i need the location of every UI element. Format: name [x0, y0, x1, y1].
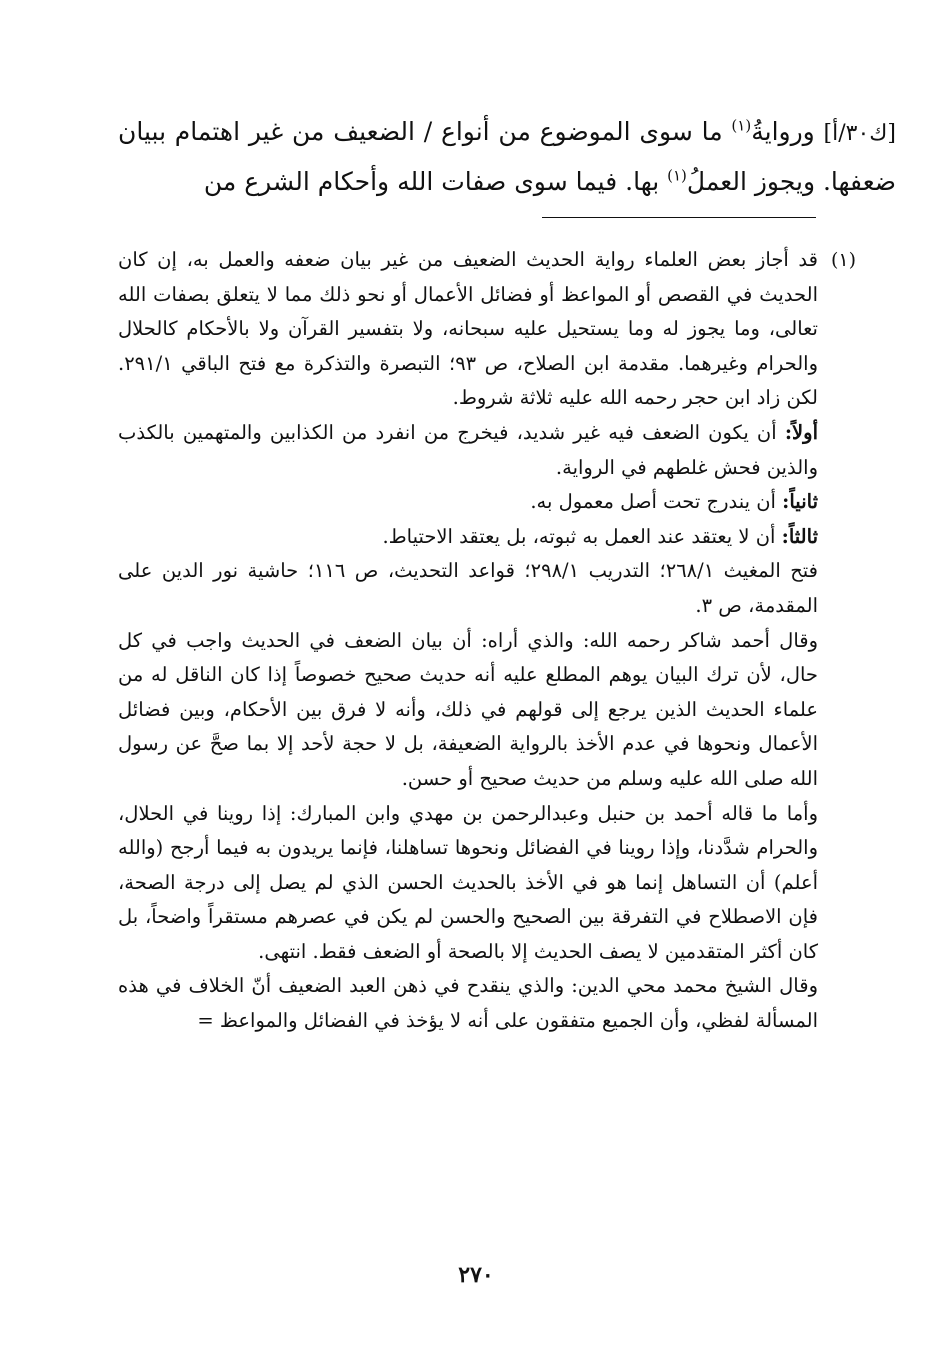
footnote-ahmad-quote: وأما ما قاله أحمد بن حنبل وعبدالرحمن بن مهدي وابن المبارك: إذا روينا في الحلال، والحرام شدَّدنا، وإذا روينا في الفضائل ونحوها تساهلنا، فإنما يريدون به فيما أرجح (والله أعلم) أن التساهل إنما هو في الأخذ بالحديث الحسن الذي لم يصل إلى درجة الصحة، فإن الاصطلاح في التفرقة بين الصحيح والحسن لم يكن في عصرهم مستقراً واضحاً، بل كان أكثر المتقدمين لا يصف الحديث إلا بالصحة أو الضعف فقط. انتهى. [118, 801, 818, 963]
condition-1 [118, 416, 818, 485]
condition-1-label: أولاً: [784, 420, 818, 444]
footnotes [118, 243, 856, 1039]
condition-3-text: أن لا يعتقد عند العمل به ثبوته، بل يعتقد الاحتياط. [382, 524, 782, 548]
footnote-intro: قد أجاز بعض العلماء رواية الحديث الضعيف من غير بيان ضعفه والعمل به، إن كان الحديث في القصص أو المواعظ أو فضائل الأعمال أو نحو ذلك مما لا يتعلق بصفات الله تعالى، وما يجوز له وما يستحيل عليه سبحانه، ولا بتفسير القرآن ولا بالأحكام كالحلال والحرام وغيرهما. مقدمة ابن الصلاح، ص ٩٣؛ التبصرة والتذكرة مع فتح الباقي ٢٩١/١. لكن زاد ابن حجر رحمه الله عليه ثلاثة شروط. [118, 248, 818, 410]
condition-2 [118, 485, 818, 520]
condition-3 [118, 520, 818, 555]
main-text-part-2: ما سوى الموضوع من أنواع / الضعيف من غير اهتمام ببيان ضعفها. ويجوز العملُ [118, 117, 896, 196]
page-number: ٢٧٠ [458, 1262, 494, 1288]
footnote-number: (١) [830, 249, 856, 271]
footnote-paragraph [118, 243, 856, 416]
manuscript-folio-ref: [ك٣٠/أ] [823, 121, 896, 146]
condition-2-label: ثانياً: [782, 490, 818, 514]
footnote-shakir-quote: وقال أحمد شاكر رحمه الله: والذي أراه: أن بيان الضعف في الحديث واجب في كل حال، لأن ترك البيان يوهم المطلع عليه أنه حديث صحيح خصوصاً إذا كان الناقل له من علماء الحديث الذين يرجع إلى قولهم في ذلك، وأنه لا فرق بين الأحكام، وبين فضائل الأعمال ونحوها في عدم الأخذ بالرواية الضعيفة، بل لا حجة لأحد إلا بما صحَّ عن رسول الله صلى الله عليه وسلم من حديث صحيح أو حسن. [118, 628, 818, 790]
main-text [118, 108, 896, 206]
main-text-part-1: وروايةُ [751, 117, 815, 146]
footnote-marker: (١) [731, 116, 752, 135]
condition-1-text: أن يكون الضعف فيه غير شديد، فيخرج من انفرد من الكذابين والمتهمين بالكذب والذين فحش غلطهم في الرواية. [118, 420, 818, 479]
footnote-references: فتح المغيث ٢٦٨/١؛ التدريب ٢٩٨/١؛ قواعد التحديث، ص ١١٦؛ حاشية نور الدين على المقدمة، ص ٣. [118, 559, 819, 617]
footnote-muhyi-quote: وقال الشيخ محمد محي الدين: والذي ينقدح في ذهن العبد الضعيف أنّ الخلاف في هذه المسألة لفظي، وأن الجميع متفقون على أنه لا يؤخذ في الفضائل والمواعظ = [118, 974, 818, 1033]
condition-2-text: أن يندرج تحت أصل معمول به. [530, 490, 783, 514]
condition-3-label: ثالثاً: [781, 524, 818, 548]
footnote-separator [542, 217, 816, 218]
footnote-marker: (١) [667, 166, 687, 185]
main-text-part-3: بها. فيما سوى صفات الله وأحكام الشرع من [203, 167, 668, 196]
